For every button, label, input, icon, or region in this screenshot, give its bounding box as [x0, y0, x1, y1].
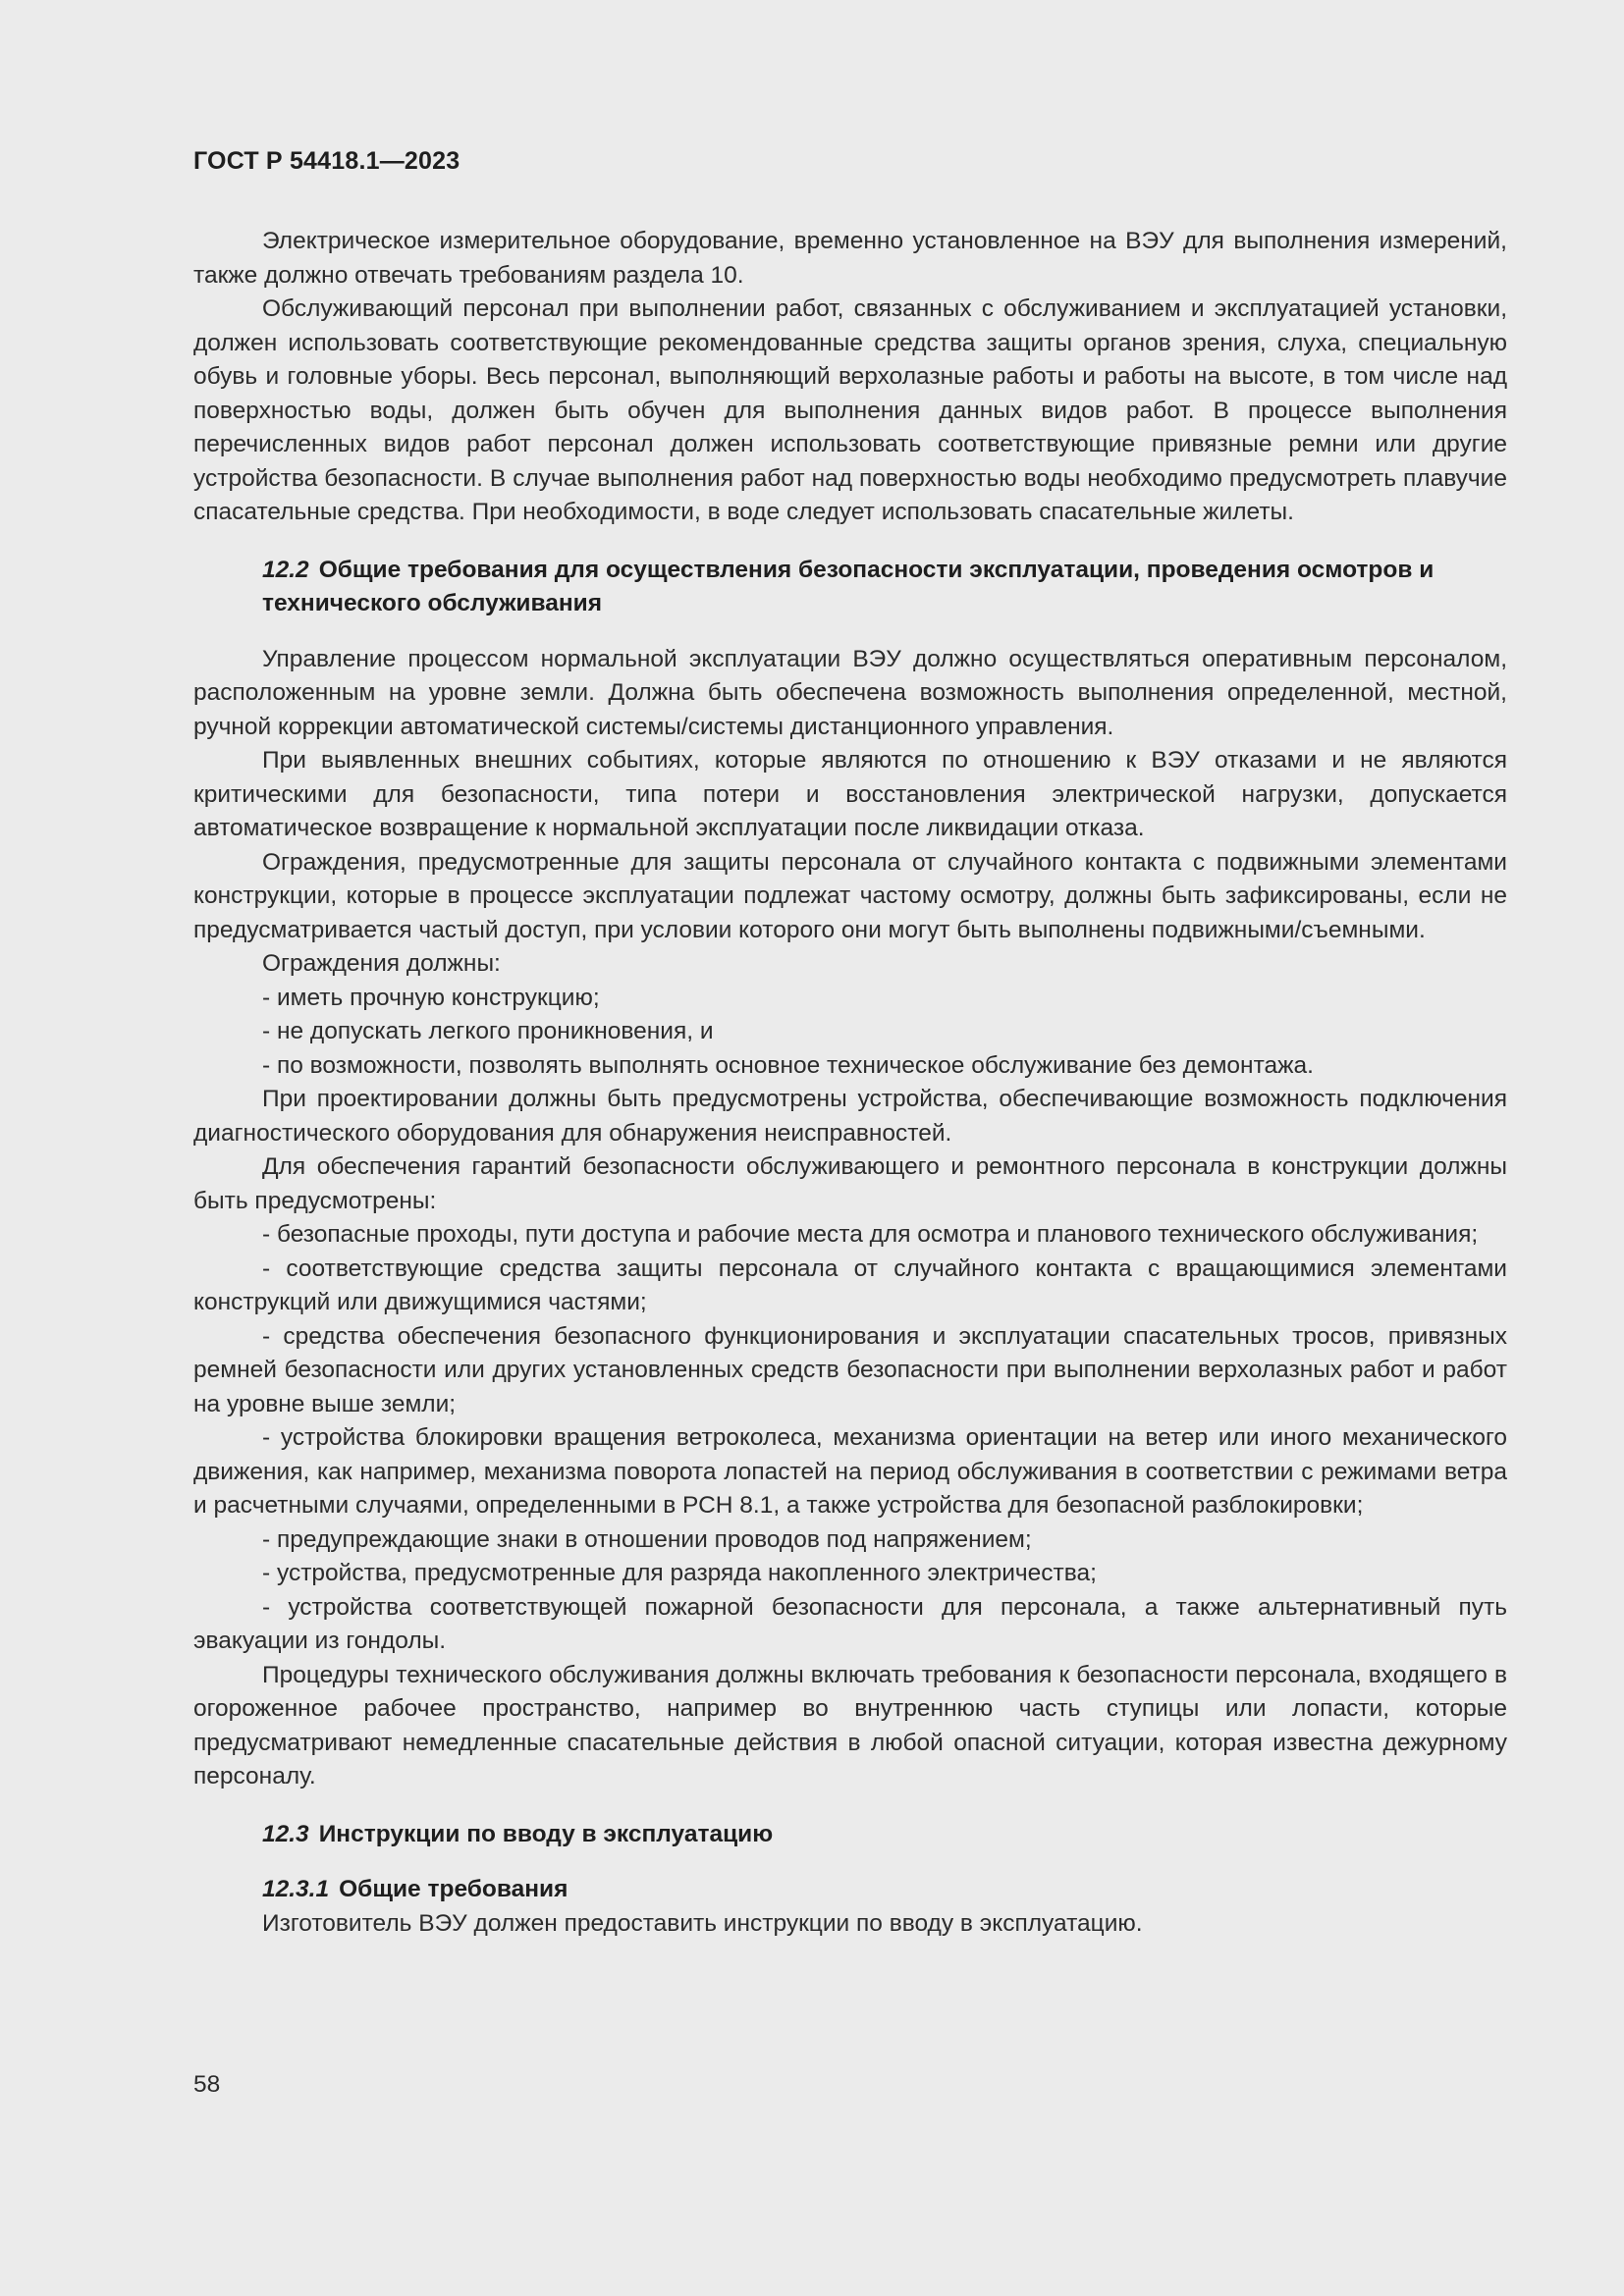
list-item: - соответствующие средства защиты персонала от случайного контакта с вращающимися элементами конструкций или движущимися частями; — [193, 1255, 1507, 1315]
list-item: - устройства, предусмотренные для разряда накопленного электричества; — [262, 1560, 1097, 1586]
paragraph: Электрическое измерительное оборудование, временно установленное на ВЭУ для выполнения измерений, также должно отвечать требованиям раздела 10. — [193, 228, 1507, 289]
section-title: Общие требования — [339, 1876, 568, 1902]
list-item: - не допускать легкого проникновения, и — [262, 1018, 714, 1044]
paragraph: Ограждения должны: — [262, 950, 501, 977]
list-item: - безопасные проходы, пути доступа и рабочие места для осмотра и планового технического обслуживания; — [262, 1221, 1479, 1248]
list-item: - по возможности, позволять выполнять основное техническое обслуживание без демонтажа. — [262, 1051, 1314, 1079]
paragraph: Управление процессом нормальной эксплуатации ВЭУ должно осуществляться оперативным персоналом, расположенным на уровне земли. Должна быть обеспечена возможность выполнения определенной, местной, ручной коррекции автоматической системы/системы дистанционного управления. — [193, 645, 1507, 740]
paragraph: Изготовитель ВЭУ должен предоставить инструкции по вводу в эксплуатацию. — [262, 1909, 1143, 1937]
list-item: - устройства соответствующей пожарной безопасности для персонала, а также альтернативный путь эвакуации из гондолы. — [193, 1593, 1507, 1654]
paragraph: Для обеспечения гарантий безопасности обслуживающего и ремонтного персонала в конструкции должны быть предусмотрены: — [193, 1153, 1507, 1214]
paragraph: Обслуживающий персонал при выполнении работ, связанных с обслуживанием и эксплуатацией установки, должен использовать соответствующие рекомендованные средства защиты органов зрения, слуха, специальную обувь и головные уборы. Весь персонал, выполняющий верхолазные работы и работы на высоте, в том числе над поверхностью воды, должен быть обучен для выполнения данных видов работ. В процессе выполнения перечисленных видов работ персонал должен использовать соответствующие привязные ремни или другие устройства безопасности. В случае выполнения работ над поверхностью воды необходимо предусмотреть плавучие спасательные средства. При необходимости, в воде следует использовать спасательные жилеты. — [193, 295, 1507, 525]
section-number: 12.2 — [262, 556, 309, 583]
page-number: 58 — [193, 2071, 221, 2098]
section-number: 12.3.1 — [262, 1876, 330, 1902]
list-item: - иметь прочную конструкцию; — [262, 984, 600, 1011]
section-title: Общие требования для осуществления безопасности эксплуатации, проведения осмотров и технического обслуживания — [262, 556, 1435, 616]
document-header: ГОСТ Р 54418.1—2023 — [193, 147, 460, 175]
paragraph: При проектировании должны быть предусмотрены устройства, обеспечивающие возможность подключения диагностического оборудования для обнаружения неисправностей. — [193, 1086, 1507, 1147]
list-item: - средства обеспечения безопасного функционирования и эксплуатации спасательных тросов, привязных ремней безопасности или других установленных средств безопасности при выполнении верхолазных работ и работ на уровне выше земли; — [193, 1322, 1507, 1417]
paragraph: При выявленных внешних событиях, которые являются по отношению к ВЭУ отказами и не являются критическими для безопасности, типа потери и восстановления электрической нагрузки, допускается автоматическое возвращение к нормальной эксплуатации после ликвидации отказа. — [193, 747, 1507, 841]
section-heading-12-3-1 — [262, 1873, 1507, 1907]
list-item: - устройства блокировки вращения ветроколеса, механизма ориентации на ветер или иного механического движения, как например, механизма поворота лопастей на период обслуживания в соответствии с режимами ветра и расчетными случаями, определенными в РСН 8.1, а также устройства для безопасной разблокировки; — [193, 1424, 1507, 1519]
list-item: - предупреждающие знаки в отношении проводов под напряжением; — [262, 1525, 1032, 1553]
paragraph: Ограждения, предусмотренные для защиты персонала от случайного контакта с подвижными элементами конструкции, которые в процессе эксплуатации подлежат частому осмотру, должны быть зафиксированы, если не предусматривается частый доступ, при условии которого они могут быть выполнены подвижными/съемными. — [193, 848, 1507, 943]
section-heading-12-3 — [262, 1818, 1507, 1852]
document-body — [193, 225, 1507, 1941]
paragraph: Процедуры технического обслуживания должны включать требования к безопасности персонала, входящего в огороженное рабочее пространство, например во внутреннюю часть ступицы или лопасти, которые предусматривают немедленные спасательные действия в любой опасной ситуации, которая известна дежурному персоналу. — [193, 1661, 1507, 1789]
section-number: 12.3 — [262, 1820, 309, 1847]
section-heading-12-2 — [262, 554, 1507, 621]
section-title: Инструкции по вводу в эксплуатацию — [318, 1820, 774, 1847]
